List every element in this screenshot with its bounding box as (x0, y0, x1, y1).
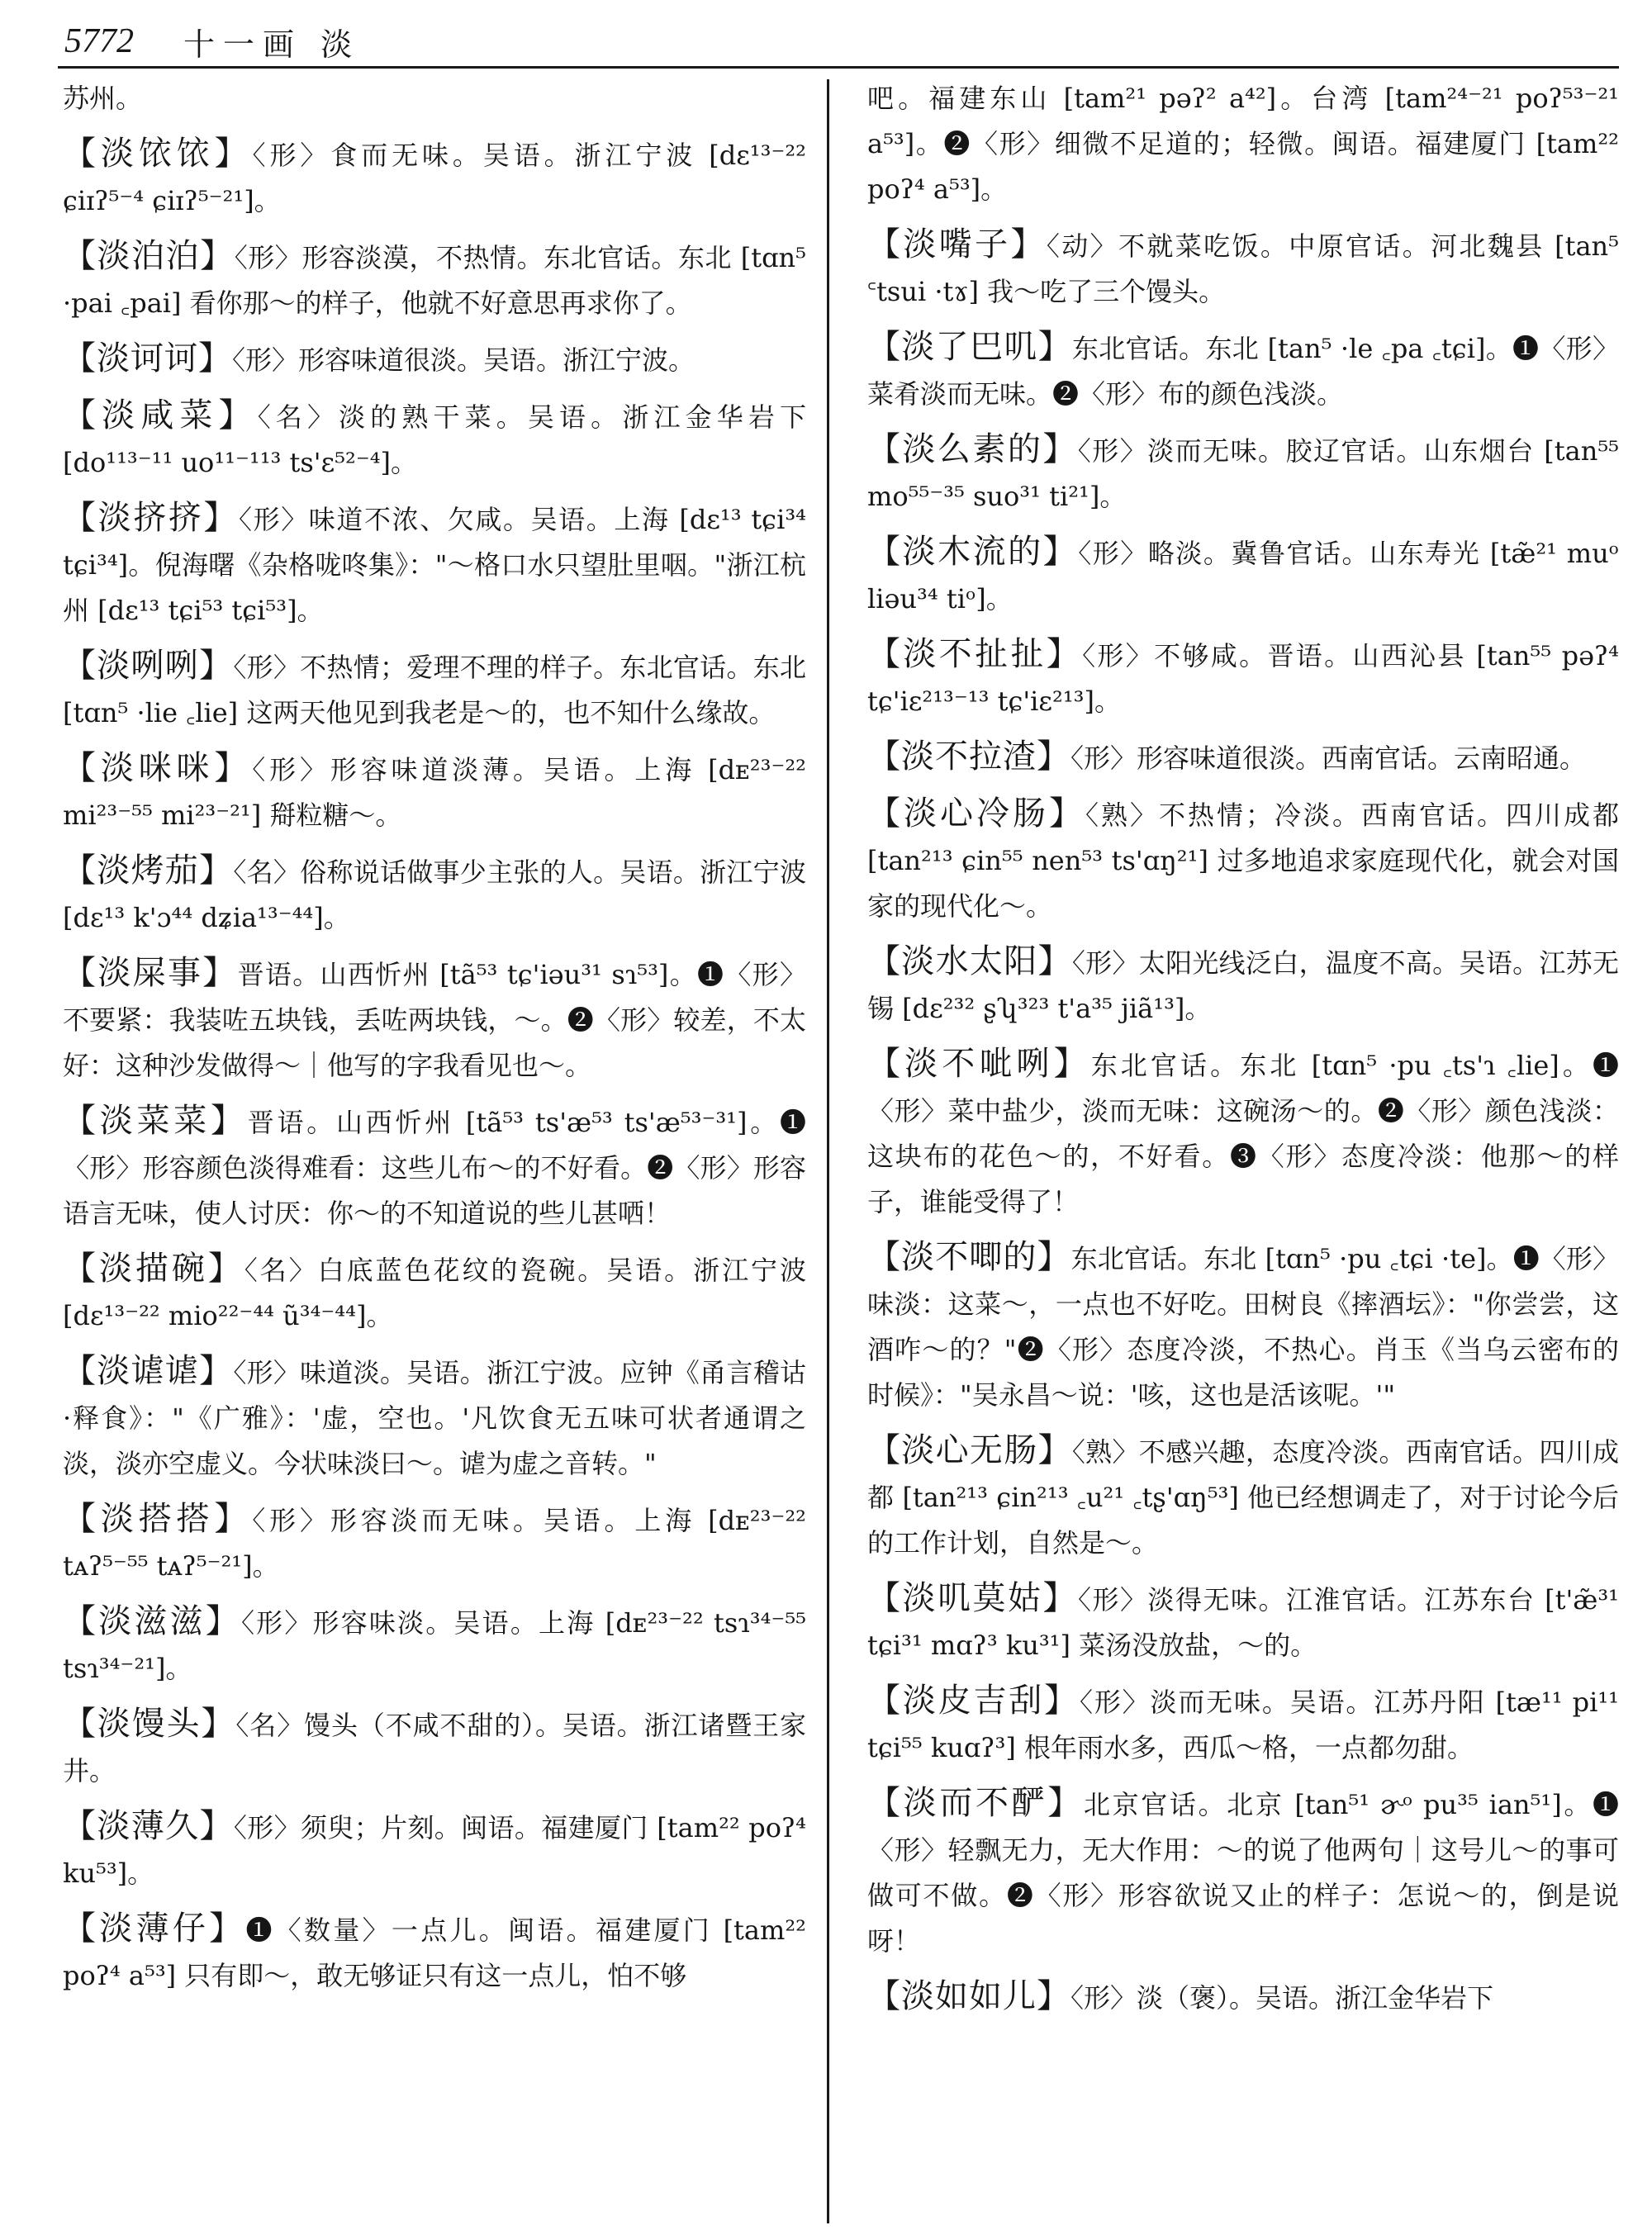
entry-definition: 晋语。山西忻州 [tã⁵³ tɕ'iəu³¹ sɿ⁵³]。❶〈形〉不要紧：我装咗五块钱，丢咗两块钱，～。❷〈形〉较差，不太好：这种沙发做得～｜他写的字我看见也～。 (63, 959, 806, 1081)
dictionary-entry (63, 1701, 806, 1794)
entry-headword: 【淡皮吉刮】 (867, 1682, 1080, 1720)
entry-definition: 〈形〉形容味道很淡。吴语。浙江宁波。 (232, 344, 695, 376)
entry-definition: 〈形〉不热情；爱理不理的样子。东北官话。东北 [tɑn⁵ ·lie ꜀lie] 这两天他见到我老是～的，也不知什么缘故。 (63, 652, 806, 728)
entry-definition: 东北官话。东北 [tɑn⁵ ·pu ꜀ts'ɿ ꜀lie]。❶〈形〉菜中盐少，淡而无味：这碗汤～的。❷〈形〉颜色浅淡：这块布的花色～的，不好看。❸〈形〉态度冷淡：他那～的样子，谁能受得了！ (867, 1050, 1619, 1217)
entry-definition: 〈熟〉不感兴趣，态度冷淡。西南官话。四川成都 [tan²¹³ ɕin²¹³ ꜀u²¹ ꜀tʂ'ɑŋ⁵³] 他已经想调走了，对于讨论今后的工作计划，自然是～。 (867, 1436, 1619, 1559)
dictionary-entry (867, 1974, 1619, 2021)
entry-headword: 【淡不拉渣】 (867, 738, 1070, 776)
entry-headword: 【淡如如儿】 (867, 1977, 1070, 2015)
dictionary-entry (63, 393, 806, 486)
entry-definition: 〈形〉食而无味。吴语。浙江宁波 [dɛ¹³⁻²² ɕiɪʔ⁵⁻⁴ ɕiɪʔ⁵⁻²¹]。 (63, 140, 806, 216)
entry-headword: 【淡谑谑】 (63, 1352, 234, 1390)
entry-definition: 〈形〉淡（褒）。吴语。浙江金华岩下 (1070, 1982, 1494, 2014)
dictionary-entry (867, 529, 1619, 622)
entry-definition: 〈形〉略淡。冀鲁官话。山东寿光 [tæ̃²¹ muᵒ liəu³⁴ tiᵒ]。 (867, 538, 1620, 614)
dictionary-entry (63, 234, 806, 326)
entry-headword: 【淡不唧的】 (867, 1238, 1071, 1276)
entry-headword: 【淡屎事】 (63, 954, 238, 992)
entry-headword: 【淡咧咧】 (63, 647, 234, 685)
entry-definition: 〈名〉俗称说话做事少主张的人。吴语。浙江宁波 [dɛ¹³ k'ɔ⁴⁴ dʑia¹³⁻⁴⁴]。 (63, 856, 806, 933)
entry-headword: 【淡泊泊】 (63, 237, 235, 275)
entry-headword: 【淡木流的】 (867, 533, 1079, 571)
entry-headword: 【淡描碗】 (63, 1250, 244, 1288)
entry-definition: 晋语。山西忻州 [tã⁵³ ts'æ⁵³ ts'æ⁵³⁻³¹]。❶〈形〉形容颜色淡得难看：这些儿布～的不好看。❷〈形〉形容语言无味，使人讨厌：你～的不知道说的些儿甚哂！ (63, 1107, 806, 1229)
dictionary-entry (63, 848, 806, 941)
entry-headword: 【淡么素的】 (867, 430, 1078, 468)
entry-definition: 〈熟〉不热情；冷淡。西南官话。四川成都 [tan²¹³ ɕin⁵⁵ nen⁵³ ts'ɑŋ²¹] 过多地追求家庭现代化，就会对国家的现代化～。 (867, 799, 1619, 922)
entry-headword: 【淡叽莫姑】 (867, 1579, 1078, 1617)
dictionary-entry (867, 939, 1619, 1032)
entry-definition: 〈名〉淡的熟干菜。吴语。浙江金华岩下 [do¹¹³⁻¹¹ uo¹¹⁻¹¹³ ts'ɛ⁵²⁻⁴]。 (63, 401, 806, 478)
left-column (63, 76, 806, 2009)
entry-headword: 【淡嘴子】 (867, 225, 1047, 263)
entry-headword: 【淡挤挤】 (63, 499, 239, 537)
entry-definition: 〈形〉不够咸。晋语。山西沁县 [tan⁵⁵ pəʔ⁴ tɕ'iɛ²¹³⁻¹³ tɕ'iɛ²¹³]。 (867, 640, 1619, 717)
entry-headword: 【淡水太阳】 (867, 942, 1072, 980)
entry-definition: 北京官话。北京 [tan⁵¹ ɚᵒ pu³⁵ ian⁵¹]。❶〈形〉轻飘无力，无大作用：～的说了他两句｜这号儿～的事可做可不做。❷〈形〉形容欲说又止的样子：怎说～的，倒是说呀！ (867, 1789, 1619, 1957)
dictionary-entry (867, 632, 1619, 724)
entry-definition: 〈形〉淡而无味。胶辽官话。山东烟台 [tan⁵⁵ mo⁵⁵⁻³⁵ suo³¹ ti²¹]。 (867, 435, 1619, 512)
header-rule (58, 66, 1619, 69)
entry-headword: 【淡菜菜】 (63, 1102, 248, 1140)
dictionary-entry (63, 336, 806, 383)
dictionary-entry (867, 222, 1619, 315)
dictionary-entry (63, 1349, 806, 1487)
entry-headword: 【淡咸菜】 (63, 396, 258, 434)
continuation-text: 吧。福建东山 [tam²¹ pəʔ² a⁴²]。台湾 [tam²⁴⁻²¹ poʔ⁵³⁻²¹ a⁵³]。❷〈形〉细微不足道的；轻微。闽语。福建厦门 [tam²² poʔ⁴ a⁵³]。 (867, 83, 1619, 205)
entry-definition: 〈名〉馒头（不咸不甜的）。吴语。浙江诸暨王家井。 (63, 1710, 806, 1786)
page-number: 5772 (64, 22, 134, 60)
dictionary-entry (867, 791, 1619, 929)
entry-headword: 【淡薄仔】 (63, 1910, 246, 1948)
entry-definition: ❶〈数量〉一点儿。闽语。福建厦门 [tam²² poʔ⁴ a⁵³] 只有即～，敢无够证只有这一点儿，怕不够 (63, 1914, 806, 1991)
section-title: 十一画 淡 (183, 26, 361, 63)
entry-headword: 【淡滋滋】 (63, 1602, 241, 1640)
entry-headword: 【淡了巴叽】 (867, 328, 1072, 366)
entry-headword: 【淡饻饻】 (63, 135, 253, 173)
dictionary-entry (867, 1235, 1619, 1418)
entry-definition: 〈形〉形容味淡。吴语。上海 [dᴇ²³⁻²² tsɿ³⁴⁻⁵⁵ tsɿ³⁴⁻²¹]。 (63, 1607, 806, 1684)
dictionary-entry (867, 1428, 1619, 1566)
entry-definition: 〈动〉不就菜吃饭。中原官话。河北魏县 [tan⁵ ꜂tsui ·tɤ] 我～吃了三个馒头。 (867, 230, 1619, 307)
entry-definition: 〈形〉味道不浓、欠咸。吴语。上海 [dɛ¹³ tɕi³⁴ tɕi³⁴]。倪海曙《杂格咙咚集》："～格口水只望肚里咽。"浙江杭州 [dɛ¹³ tɕi⁵³ tɕi⁵³]。 (63, 504, 806, 626)
entry-headword: 【淡诃诃】 (63, 339, 232, 377)
page-header (64, 18, 360, 64)
dictionary-entry (867, 734, 1619, 781)
dictionary-entry (63, 1804, 806, 1896)
dictionary-entry (63, 643, 806, 736)
right-column (867, 76, 1619, 2031)
entry-headword: 【淡不呲咧】 (867, 1045, 1091, 1083)
continuation-text: 苏州。 (63, 83, 143, 114)
entry-definition: 〈形〉淡而无味。吴语。江苏丹阳 [tæ¹¹ pi¹¹ tɕi⁵⁵ kuɑʔ³] 根年雨水多，西瓜～格，一点都勿甜。 (867, 1687, 1619, 1763)
dictionary-entry (867, 325, 1619, 417)
entry-headword: 【淡心冷肠】 (867, 795, 1085, 833)
column-divider (827, 79, 829, 2223)
entry-headword: 【淡咪咪】 (63, 749, 253, 787)
entry-definition: 〈形〉形容淡而无味。吴语。上海 [dᴇ²³⁻²² tᴀʔ⁵⁻⁵⁵ tᴀʔ⁵⁻²¹]。 (63, 1505, 806, 1582)
entry-definition: 东北官话。东北 [tɑn⁵ ·pu ꜀tɕi ·te]。❶〈形〉味淡：这菜～，一点也不好吃。田树良《摔酒坛》："你尝尝，这酒咋～的？"❷〈形〉态度冷淡，不热心。肖玉《当乌云密布的时候》："吴永昌～说：'咳，这也是活该呢。'" (867, 1243, 1619, 1411)
entry-definition: 东北官话。东北 [tan⁵ ·le ꜀pa ꜀tɕi]。❶〈形〉菜肴淡而无味。❷〈形〉布的颜色浅淡。 (867, 333, 1619, 410)
entry-definition: 〈形〉形容味道很淡。西南官话。云南昭通。 (1070, 743, 1587, 774)
dictionary-entry (63, 1599, 806, 1691)
entry-headword: 【淡而不酽】 (867, 1784, 1084, 1822)
entry-definition: 〈形〉淡得无味。江淮官话。江苏东台 [t'æ̃³¹ tɕi³¹ mɑʔ³ ku³¹] 菜汤没放盐，～的。 (867, 1584, 1619, 1661)
dictionary-entry (63, 746, 806, 838)
entry-definition: 〈形〉形容淡漠，不热情。东北官话。东北 [tɑn⁵ ·pai ꜀pai] 看你那～的样子，他就不好意思再求你了。 (63, 242, 806, 319)
entry-definition: 〈形〉太阳光线泛白，温度不高。吴语。江苏无锡 [dɛ²³² ʂʮ³²³ t'a³⁵ jiã¹³]。 (867, 947, 1619, 1024)
dictionary-entry (63, 496, 806, 633)
dictionary-entry (63, 1906, 806, 1999)
entry-headword: 【淡搭搭】 (63, 1500, 253, 1538)
entry-headword: 【淡馒头】 (63, 1705, 236, 1743)
entry-headword: 【淡心无肠】 (867, 1431, 1072, 1469)
dictionary-entry (867, 1678, 1619, 1771)
dictionary-entry (867, 1041, 1619, 1225)
entry-definition: 〈形〉须臾；片刻。闽语。福建厦门 [tam²² poʔ⁴ ku⁵³]。 (63, 1812, 807, 1889)
dictionary-entry (63, 951, 806, 1089)
dictionary-entry (867, 1576, 1619, 1668)
entry-headword: 【淡不扯扯】 (867, 635, 1083, 673)
entry-definition: 〈形〉味道淡。吴语。浙江宁波。应钟《甬言稽诂·释食》："《广雅》：'虚，空也。'凡饮食无五味可状者通谓之淡，淡亦空虚义。今状味淡曰～。谑为虚之音转。" (63, 1357, 806, 1479)
dictionary-entry (63, 1098, 806, 1236)
dictionary-entry (63, 1246, 806, 1339)
dictionary-entry (63, 1497, 806, 1589)
dictionary-entry (867, 1781, 1619, 1964)
dictionary-entry (867, 427, 1619, 520)
entry-definition: 〈形〉形容味道淡薄。吴语。上海 [dᴇ²³⁻²² mi²³⁻⁵⁵ mi²³⁻²¹] 搿粒糖～。 (63, 754, 806, 831)
dictionary-entry (63, 131, 806, 224)
entry-definition: 〈名〉白底蓝色花纹的瓷碗。吴语。浙江宁波 [dɛ¹³⁻²² mio²²⁻⁴⁴ ũ³⁴⁻⁴⁴]。 (63, 1255, 806, 1331)
entry-headword: 【淡烤茄】 (63, 852, 234, 890)
entry-headword: 【淡薄久】 (63, 1807, 234, 1845)
